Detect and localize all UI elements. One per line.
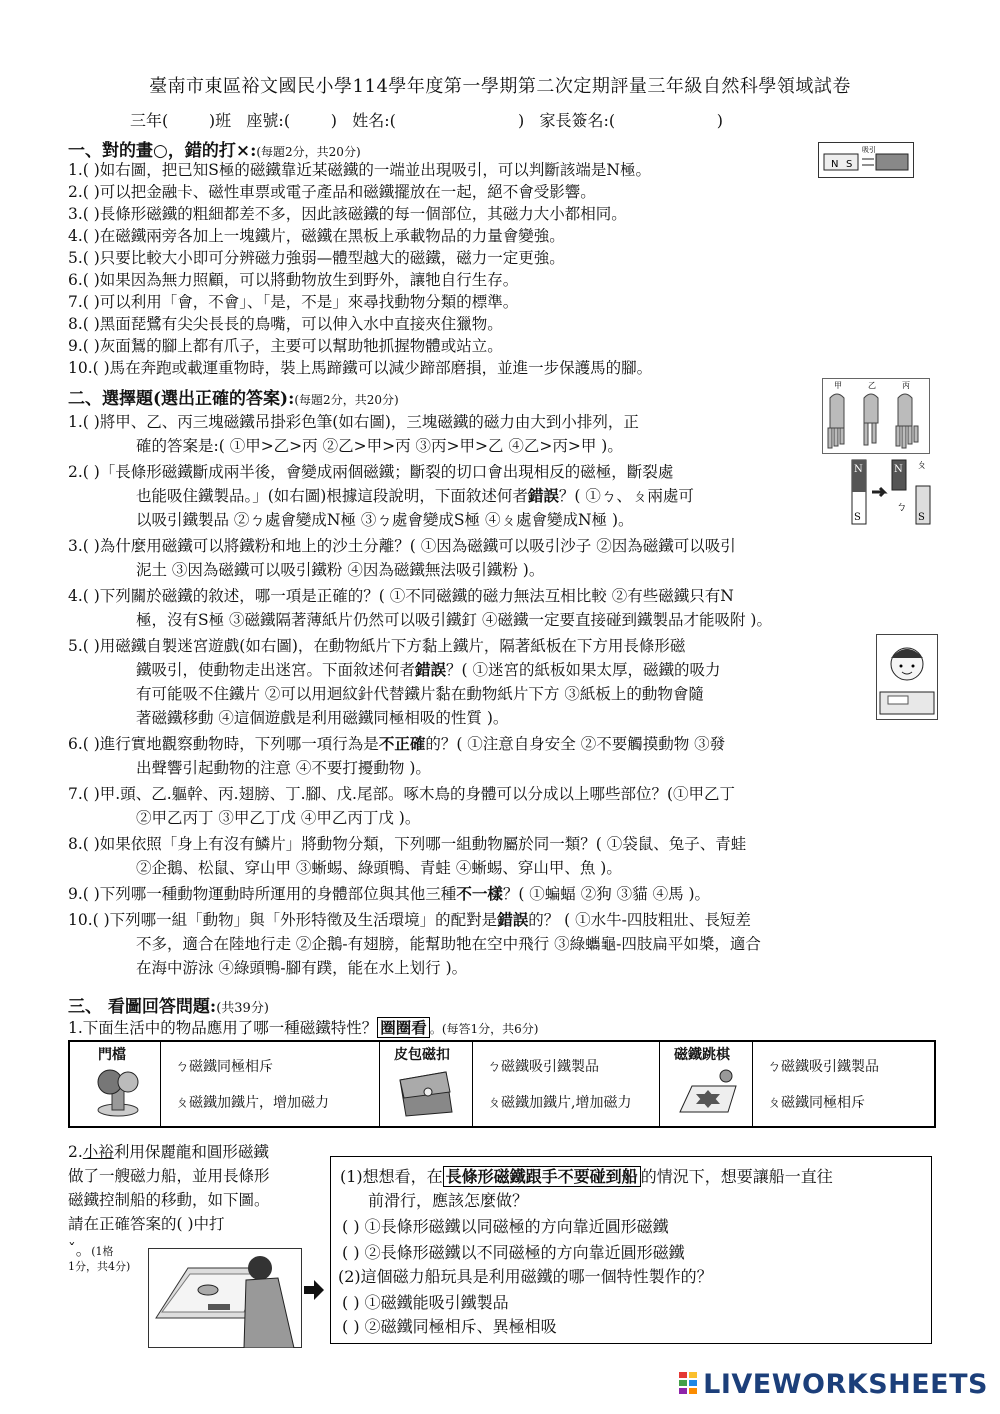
doorstop-option-po[interactable]: ㄆ磁鐵加鐵片，增加磁力 <box>175 1095 329 1111</box>
broken-magnet-figure <box>850 456 936 528</box>
wallet-icon <box>396 1066 456 1118</box>
fig2-po: ㄆ <box>916 458 927 471</box>
s2-q7-line1[interactable]: 7.( )甲.頭、乙.軀幹、丙.翅膀、丁.腳、戊.尾部。啄木鳥的身體可以分成以上哪些部位？(①甲乙丁 <box>68 785 735 803</box>
liveworksheets-icon <box>679 1372 699 1396</box>
s2-q2-line3: 以吸引鐵製品 ②ㄅ處會變成N極 ③ㄅ處會變成S極 ④ㄆ處會變成N極 )。 <box>136 511 634 529</box>
magnetic-checkers-label: 磁鐵跳棋 <box>674 1047 730 1063</box>
fig2-bo: ㄅ <box>896 500 907 513</box>
s2-q10-line2: 不多，適合在陸地行走 ②企鵝-有翅膀，能幫助牠在空中飛行 ③綠蠵龜-四肢扁平如槳，適合 <box>136 935 761 953</box>
no-touch-boxed-text: 長條形磁鐵跟手不要碰到船 <box>443 1166 641 1187</box>
checkers-icon <box>676 1064 740 1120</box>
liveworksheets-logo[interactable]: LIVEWORKSHEETS <box>679 1369 988 1400</box>
fig2-n1: N <box>854 464 863 475</box>
q2-sub2-prompt: (2)這個磁力船玩具是利用磁鐵的哪一個特性製作的？ <box>338 1267 713 1286</box>
checkers-option-po[interactable]: ㄆ磁鐵同極相斥 <box>767 1095 865 1111</box>
arrow-right-icon <box>302 1278 326 1302</box>
q2-sub1-prompt: (1)想想看，在 長條形磁鐵跟手不要碰到船 的情況下，想要讓船一直往 <box>340 1167 833 1186</box>
s2-q8-line2: ②企鵝、松鼠、穿山甲 ③蜥蜴、綠頭鴨、青蛙 ④蜥蜴、穿山甲、魚 )。 <box>136 859 622 877</box>
fig1-label-jia: 甲 <box>834 381 842 390</box>
s3-q2-line1: 2.小裕利用保麗龍和圓形磁鐵 <box>68 1143 269 1161</box>
s1-q2[interactable]: 2.( )可以把金融卡、磁性車票或電子產品和磁鐵擺放在一起，絕不會受影響。 <box>68 183 596 201</box>
s2-q2-line2: 也能吸住鐵製品。」(如右圖)根據這段說明，下面敘述何者錯誤？( ①ㄅ、ㄆ兩處可 <box>136 486 694 505</box>
s2-q9-line1[interactable]: 9.( )下列哪一種動物運動時所運用的身體部位與其他三種不一樣？( ①蝙蝠 ②狗 ③貓 ④馬 )。 <box>68 884 711 903</box>
table-cell-doorstop-options <box>161 1042 380 1126</box>
doorstop-icon <box>92 1064 142 1120</box>
fig2-n2: N <box>894 464 903 475</box>
section3-heading: 三、 看圖回答問題:(共39分) <box>68 997 269 1017</box>
circle-it-box: 圈圈看 <box>377 1017 430 1038</box>
s2-q10-line1[interactable]: 10.( )下列哪一組「動物」與「外形特徵及生活環境」的配對是錯誤的？ ( ①水牛-四肢粗壯、長短差 <box>68 910 751 929</box>
q2-sub2-option1[interactable]: ( ) ①磁鐵能吸引鐵製品 <box>342 1293 509 1312</box>
s1-q10[interactable]: 10.( )馬在奔跑或載運重物時，裝上馬蹄鐵可以減少蹄部磨損，並進一步保護馬的腳。 <box>68 359 653 377</box>
student-info-line: 三年( )班 座號:( ) 姓名:( ) 家長簽名:( ) <box>130 111 724 130</box>
s2-q1-line1[interactable]: 1.( )將甲、乙、丙三塊磁鐵吊掛彩色筆(如右圖)，三塊磁鐵的磁力由大到小排列，正 <box>68 413 639 431</box>
s2-q5-line2: 鐵吸引，使動物走出迷宮。下面敘述何者錯誤？( ①迷宮的紙板如果太厚，磁鐵的吸力 <box>136 660 721 679</box>
fig1-label-yi: 乙 <box>868 381 876 390</box>
s2-q5-line4: 著磁鐵移動 ④這個遊戲是利用磁鐵同極相吸的性質 )。 <box>136 709 509 727</box>
hanging-magnets-figure <box>822 378 930 454</box>
student-name-xiaoyu: 小裕 <box>82 1143 114 1161</box>
fig-n-label: N <box>831 159 839 170</box>
q2-sub1-option1[interactable]: ( ) ①長條形磁鐵以同磁極的方向靠近圓形磁鐵 <box>342 1217 669 1236</box>
s3-q2-line5: ˇ。(1格 <box>68 1241 114 1259</box>
section1-heading: 一、對的畫○，錯的打×:(每題2分，共20分) <box>68 141 361 161</box>
doorstop-label: 門檔 <box>98 1047 126 1063</box>
fig-s-label: S <box>846 159 853 170</box>
page-title: 臺南市東區裕文國民小學114學年度第一學期第二次定期評量三年級自然科學領域試卷 <box>149 76 851 97</box>
s2-q1-line2: 確的答案是:( ①甲>乙>丙 ②乙>甲>丙 ③丙>甲>乙 ④乙>丙>甲 )。 <box>136 437 623 455</box>
maze-boy-figure <box>876 634 938 720</box>
s2-q7-line2: ②甲乙丙丁 ③甲乙丁戊 ④甲乙丙丁戊 )。 <box>136 809 421 827</box>
s1-q6[interactable]: 6.( )如果因為無力照顧，可以將動物放生到野外，讓牠自行生存。 <box>68 271 519 289</box>
s3-q1-prompt: 1.下面生活中的物品應用了哪一種磁鐵特性？ 圈圈看 。(每答1分，共6分) <box>68 1018 539 1037</box>
s2-q2-line1[interactable]: 2.( )「長條形磁鐵斷成兩半後，會變成兩個磁鐵；斷裂的切口會出現相反的磁極，斷裂處 <box>68 463 674 481</box>
section2-heading: 二、選擇題(選出正確的答案):(每題2分，共20分) <box>68 389 399 409</box>
magnetic-boat-figure <box>148 1248 302 1348</box>
q2-sub2-option2[interactable]: ( ) ②磁鐵同極相斥、異極相吸 <box>342 1317 557 1336</box>
s2-q4-line1[interactable]: 4.( )下列關於磁鐵的敘述，哪一項是正確的？( ①不同磁鐵的磁力無法互相比較 ②有些磁鐵只有N <box>68 587 734 605</box>
s2-q3-line2: 泥土 ③因為磁鐵可以吸引鐵粉 ④因為磁鐵無法吸引鐵粉 )。 <box>136 561 545 579</box>
s2-q6-line1[interactable]: 6.( )進行實地觀察動物時，下列哪一項行為是不正確的？( ①注意自身安全 ②不要觸摸動物 ③發 <box>68 734 726 753</box>
s1-q8[interactable]: 8.( )黑面琵鷺有尖尖長長的鳥嘴，可以伸入水中直接夾住獵物。 <box>68 315 503 333</box>
fig-attract-label: 吸引 <box>862 146 876 154</box>
table-cell-purse-img <box>380 1042 473 1126</box>
s1-q3[interactable]: 3.( )長條形磁鐵的粗細都差不多，因此該磁鐵的每一個部位，其磁力大小都相同。 <box>68 205 627 223</box>
s3-q2-line4: 請在正確答案的( )中打 <box>68 1215 225 1233</box>
s1-q7[interactable]: 7.( )可以利用「會，不會」、「是，不是」來尋找動物分類的標準。 <box>68 293 519 311</box>
purse-option-bo[interactable]: ㄅ磁鐵吸引鐵製品 <box>487 1059 599 1075</box>
s3-q2-line2: 做了一艘磁力船，並用長條形 <box>68 1167 270 1185</box>
magnet-attraction-figure <box>818 142 914 178</box>
table-cell-doorstop-img <box>70 1042 161 1126</box>
s3-q2-line3: 磁鐵控制船的移動，如下圖。 <box>68 1191 270 1209</box>
doorstop-option-bo[interactable]: ㄅ磁鐵同極相斥 <box>175 1059 273 1075</box>
s1-q4[interactable]: 4.( )在磁鐵兩旁各加上一塊鐵片，磁鐵在黑板上承載物品的力量會變強。 <box>68 227 565 245</box>
table-cell-purse-options <box>473 1042 660 1126</box>
s1-q5[interactable]: 5.( )只要比較大小即可分辨磁力強弱—體型越大的磁鐵，磁力一定更強。 <box>68 249 565 267</box>
s1-q9[interactable]: 9.( )灰面鵟的腳上都有爪子，主要可以幫助牠抓握物體或站立。 <box>68 337 503 355</box>
table-cell-checkers-img <box>660 1042 753 1126</box>
s2-q6-line2: 出聲響引起動物的注意 ④不要打擾動物 )。 <box>136 759 431 777</box>
s1-q1[interactable]: 1.( )如右圖，把已知S極的磁鐵靠近某磁鐵的一端並出現吸引，可以判斷該端是N極。 <box>68 161 651 179</box>
fig1-label-bing: 丙 <box>902 381 910 390</box>
s2-q5-line3: 有可能吸不住鐵片 ②可以用迴紋針代替鐵片黏在動物紙片下方 ③紙板上的動物會隨 <box>136 685 704 703</box>
purse-clasp-label: 皮包磁扣 <box>394 1047 450 1063</box>
s3-q2-score: 1分，共4分) <box>68 1260 131 1273</box>
s2-q3-line1[interactable]: 3.( )為什麼用磁鐵可以將鐵粉和地上的沙土分離？( ①因為磁鐵可以吸引沙子 ②因為磁鐵可以吸引 <box>68 537 736 555</box>
s2-q8-line1[interactable]: 8.( )如果依照「身上有沒有鱗片」將動物分類，下列哪一組動物屬於同一類？( ①袋鼠、兔子、青蛙 <box>68 835 747 853</box>
s2-q5-line1[interactable]: 5.( )用磁鐵自製迷宮遊戲(如右圖)，在動物紙片下方黏上鐵片，隔著紙板在下方用長條形磁 <box>68 637 686 655</box>
checkers-option-bo[interactable]: ㄅ磁鐵吸引鐵製品 <box>767 1059 879 1075</box>
properties-table <box>68 1040 936 1128</box>
s2-q4-line2: 極，沒有S極 ③磁鐵隔著薄紙片仍然可以吸引鐵釘 ④磁鐵一定要直接碰到鐵製品才能吸附 )。 <box>136 611 772 629</box>
q2-sub1-prompt2: 前滑行，應該怎麼做？ <box>368 1191 529 1210</box>
fig2-s2: S <box>918 512 925 523</box>
purse-option-po[interactable]: ㄆ磁鐵加鐵片,增加磁力 <box>487 1095 632 1111</box>
s2-q10-line3: 在海中游泳 ④綠頭鴨-腳有蹼，能在水上划行 )。 <box>136 959 468 977</box>
q2-sub1-option2[interactable]: ( ) ②長條形磁鐵以不同磁極的方向靠近圓形磁鐵 <box>342 1243 685 1262</box>
fig2-s1: S <box>854 512 861 523</box>
table-cell-checkers-options <box>753 1042 934 1126</box>
